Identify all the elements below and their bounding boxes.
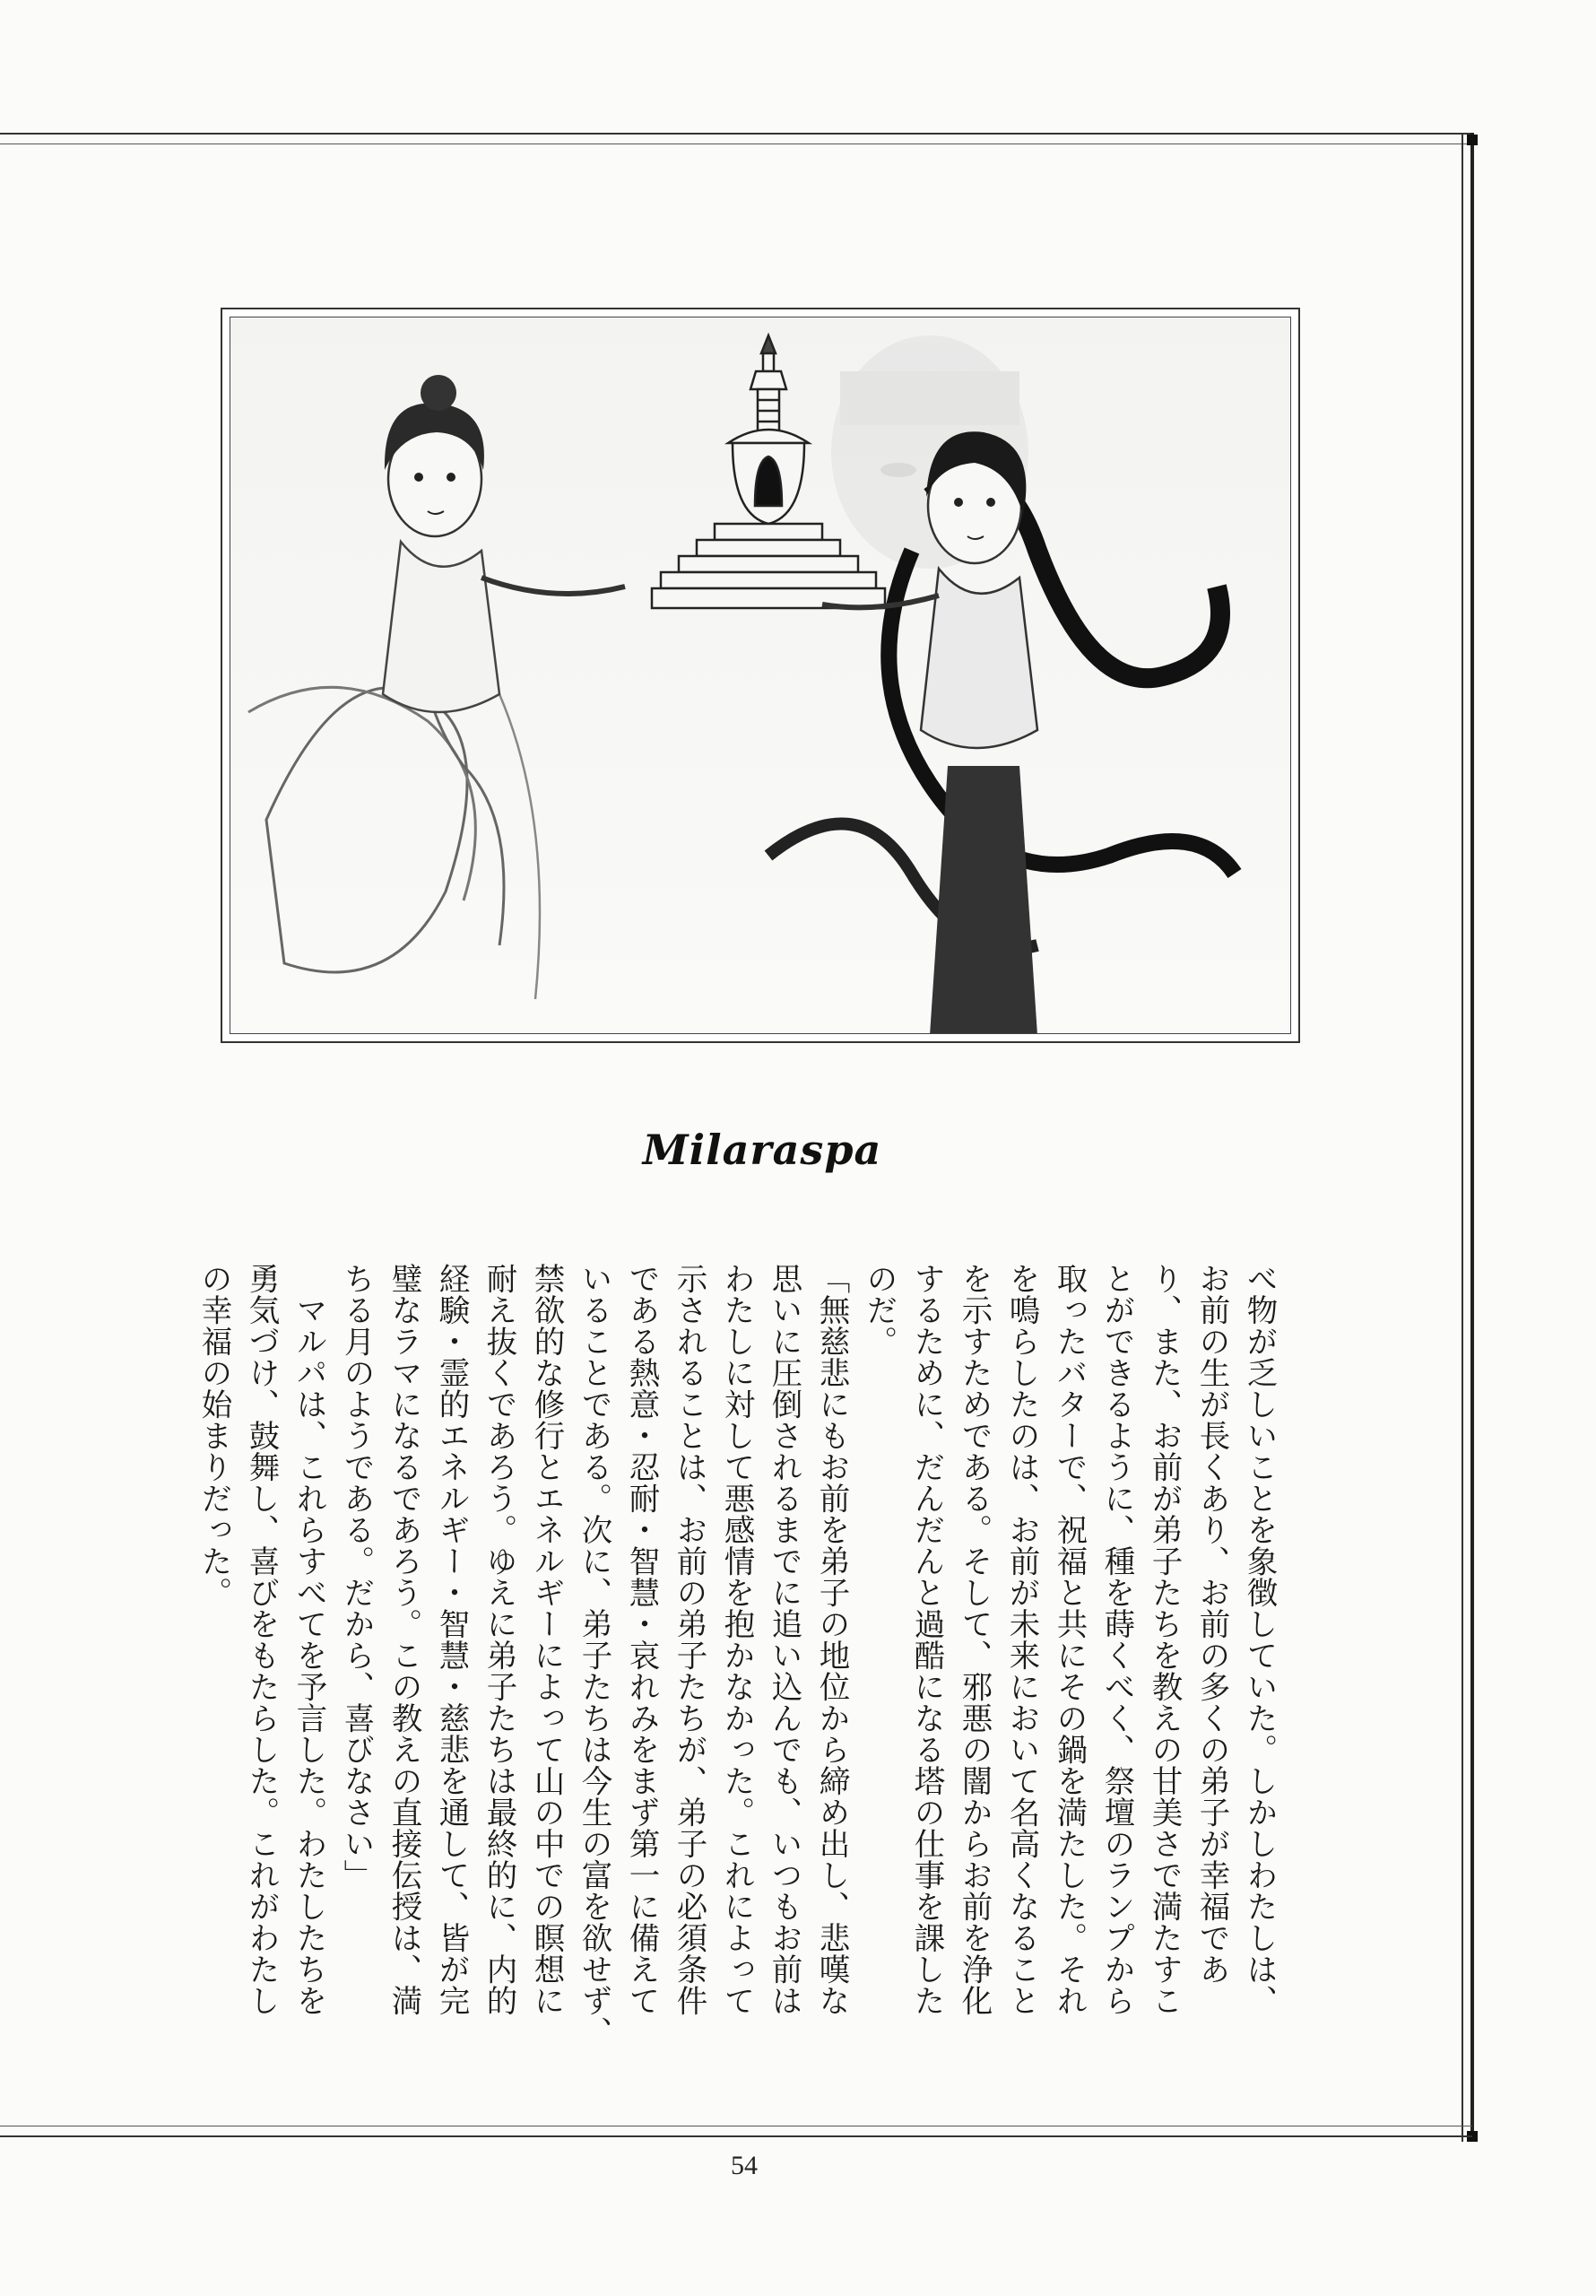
page-frame-top xyxy=(0,133,1472,144)
illustration-drawing xyxy=(230,317,1291,1034)
illustration-two-dakinis-offering-stupa xyxy=(230,317,1291,1034)
page-frame-bottom xyxy=(0,2126,1472,2137)
page-frame-right xyxy=(1462,133,1474,2142)
body-text: べ物が乏しいことを象徴していた。しかしわたしは、 お前の生が長くあり、お前の多くの弟子が幸福であ り、また、お前が弟子たちを教えの甘美さで満たすこ とができるように、種を蒔くべく、祭壇のランプから 取ったバターで、祝福と共にその鍋を満たした。それ を鳴らしたのは、お前が未来において名高くなること を示すためである。そして、邪悪の闇からお前を浄化 するために、だんだんと過酷になる塔の仕事を課した のだ。 「無慈悲にもお前を弟子の地位から締め出し、悲嘆な 思いに圧倒されるまでに追い込んでも、いつもお前は わたしに対して悪感情を抱かなかった。これによって 示されることは、お前の弟子たちが、弟子の必須条件 である熱意・忍耐・智慧・哀れみをまず第一に備えて いることである。次に、弟子たちは今生の富を欲せず、 禁欲的な修行とエネルギーによって山の中での瞑想に 耐え抜くであろう。ゆえに弟子たちは最終的に、内的 経験・霊的エネルギー・智慧・慈悲を通して、皆が完 璧なラマになるであろう。この教えの直接伝授は、満 ちる月のようである。だから、喜びなさい」 マルパは、これらすべてを予言した。わたしたちを 勇気づけ、鼓舞し、喜びをもたらした。これがわたし の幸福の始まりだった。 xyxy=(195,1263,1277,2048)
illustration-frame xyxy=(221,308,1300,1043)
frame-corner-top xyxy=(1467,135,1478,145)
page-title: Milaraspa xyxy=(642,1126,882,1174)
page-number: 54 xyxy=(731,2151,758,2180)
